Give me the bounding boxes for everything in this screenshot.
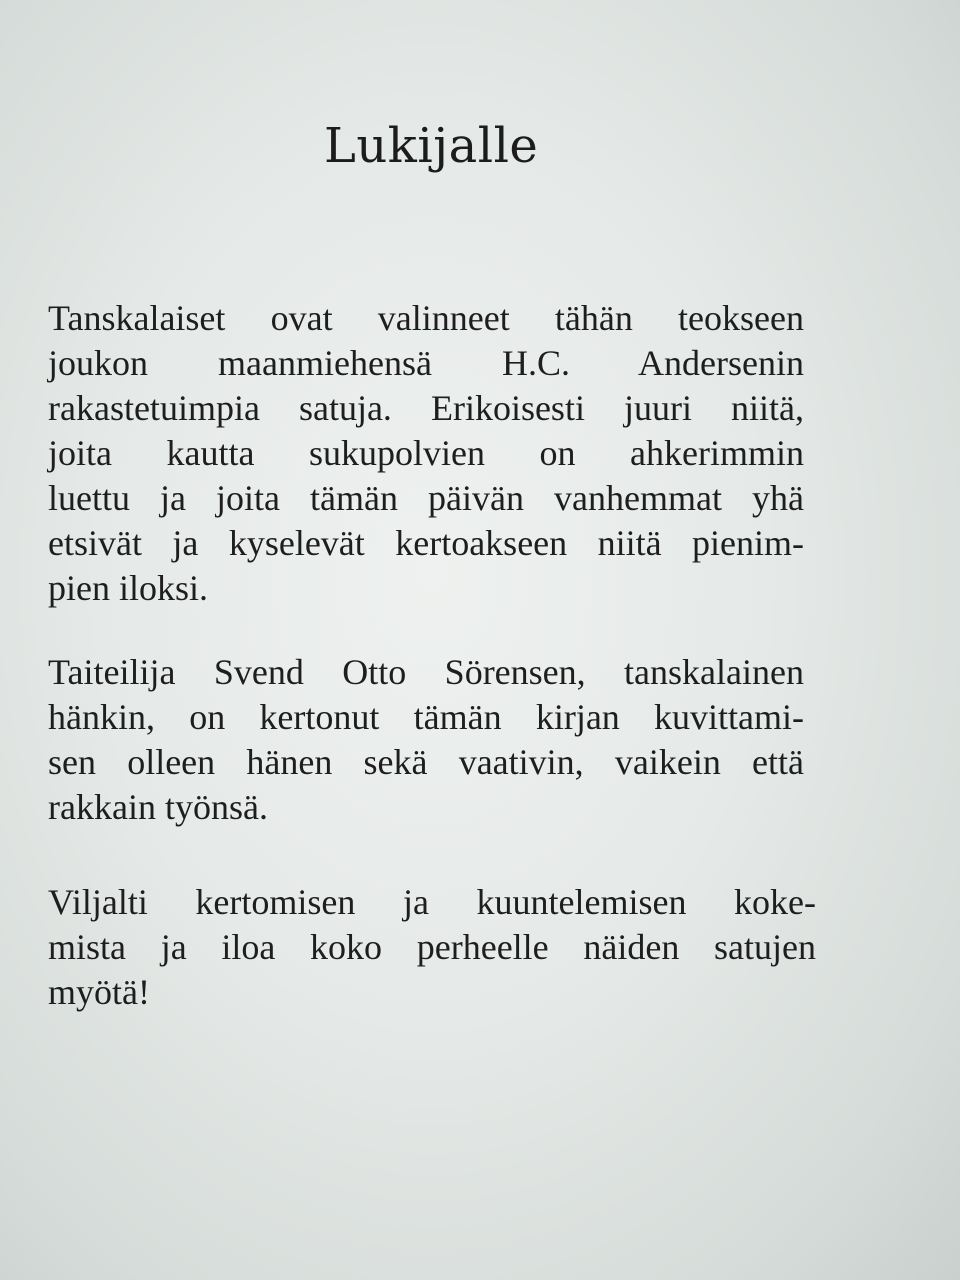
paragraph-2 [48,650,804,830]
paragraph-3 [48,880,816,1015]
text-line: pien iloksi. [48,568,208,608]
text-line: rakastetuimpia satuja. Erikoisesti juuri niitä, [48,388,804,428]
text-line: Viljalti kertomisen ja kuuntelemisen koke- [48,882,816,922]
text-line: myötä! [48,972,150,1012]
text-line: hänkin, on kertonut tämän kirjan kuvittami- [48,697,804,737]
text-line: rakkain työnsä. [48,787,268,827]
text-line: Tanskalaiset ovat valinneet tähän teokseen [48,298,804,338]
text-line: Taiteilija Svend Otto Sörensen, tanskalainen [48,652,804,692]
text-line: sen olleen hänen sekä vaativin, vaikein että [48,742,804,782]
text-line: mista ja iloa koko perheelle näiden satujen [48,927,816,967]
text-line: joita kautta sukupolvien on ahkerimmin [48,433,804,473]
text-line: joukon maanmiehensä H.C. Andersenin [48,343,804,383]
page-title: Lukijalle [324,118,539,174]
text-line: luettu ja joita tämän päivän vanhemmat yhä [48,478,804,518]
paragraph-1 [48,296,804,611]
text-line: etsivät ja kyselevät kertoakseen niitä pienim- [48,523,804,563]
